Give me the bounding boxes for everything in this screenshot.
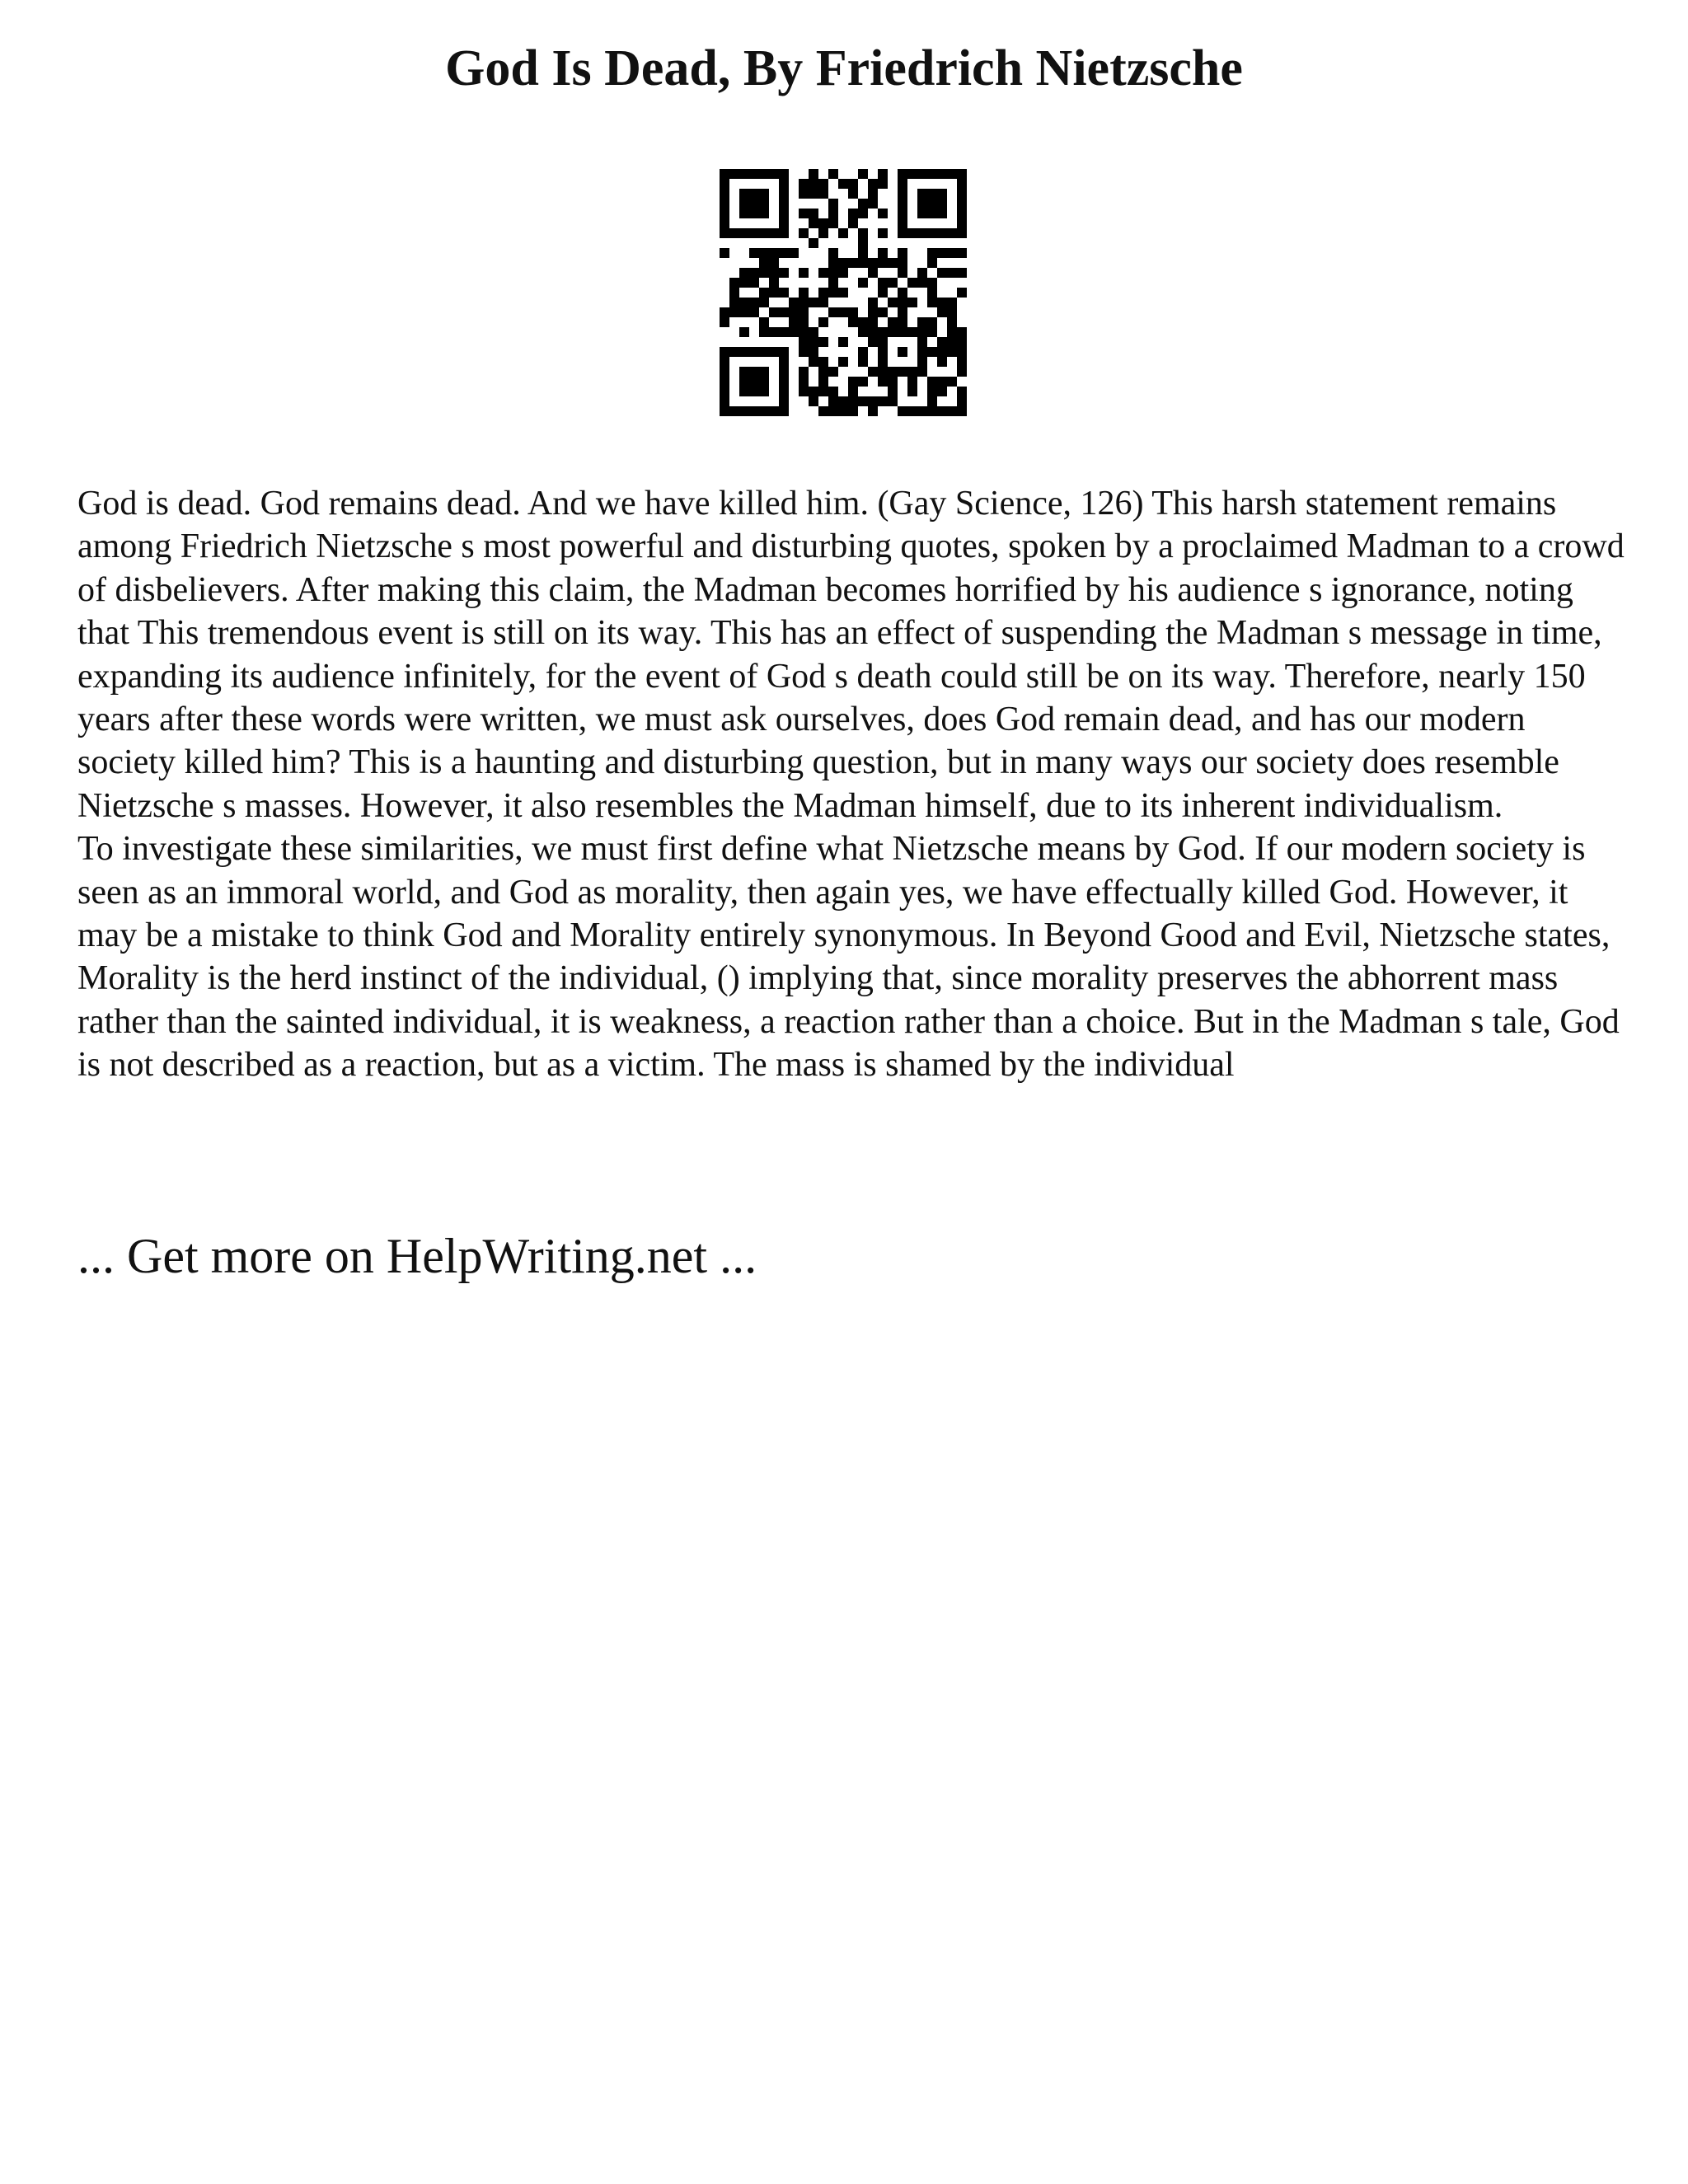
page-title: God Is Dead, By Friedrich Nietzsche xyxy=(445,40,1243,96)
get-more-link[interactable]: ... Get more on HelpWriting.net ... xyxy=(77,1229,757,1283)
paragraph-1: God is dead. God remains dead. And we have killed him. (Gay Science, 126) This harsh statement remains among Friedrich Nietzsche s most powerful and disturbing quotes, spoken by a proclaimed Madman to a crowd of disbelievers. After making this claim, the Madman becomes horrified by his audience s ignorance, noting that This tremendous event is still on its way. This has an effect of suspending the Madman s message in time, expanding its audience infinitely, for the event of God s death could still be on its way. Therefore, nearly 150 years after these words were written, we must ask ourselves, does God remain dead, and has our modern society killed him? This is a haunting and disturbing question, but in many ways our society does resemble Nietzsche s masses. However, it also resembles the Madman himself, due to its inherent individualism. xyxy=(77,485,1625,825)
qr-code-icon xyxy=(720,169,967,416)
paragraph-2: To investigate these similarities, we must first define what Nietzsche means by God. If our modern society is seen as an immoral world, and God as morality, then again yes, we have effectually killed God. However, it may be a mistake to think God and Morality entirely synonymous. In Beyond Good and Evil, Nietzsche states, Morality is the herd instinct of the individual, () implying that, since morality preserves the abhorrent mass rather than the sainted individual, it is weakness, a reaction rather than a choice. But in the Madman s tale, God is not described as a reaction, but as a victim. The mass is shamed by the individual xyxy=(77,830,1620,1085)
article-body xyxy=(77,482,1627,1087)
